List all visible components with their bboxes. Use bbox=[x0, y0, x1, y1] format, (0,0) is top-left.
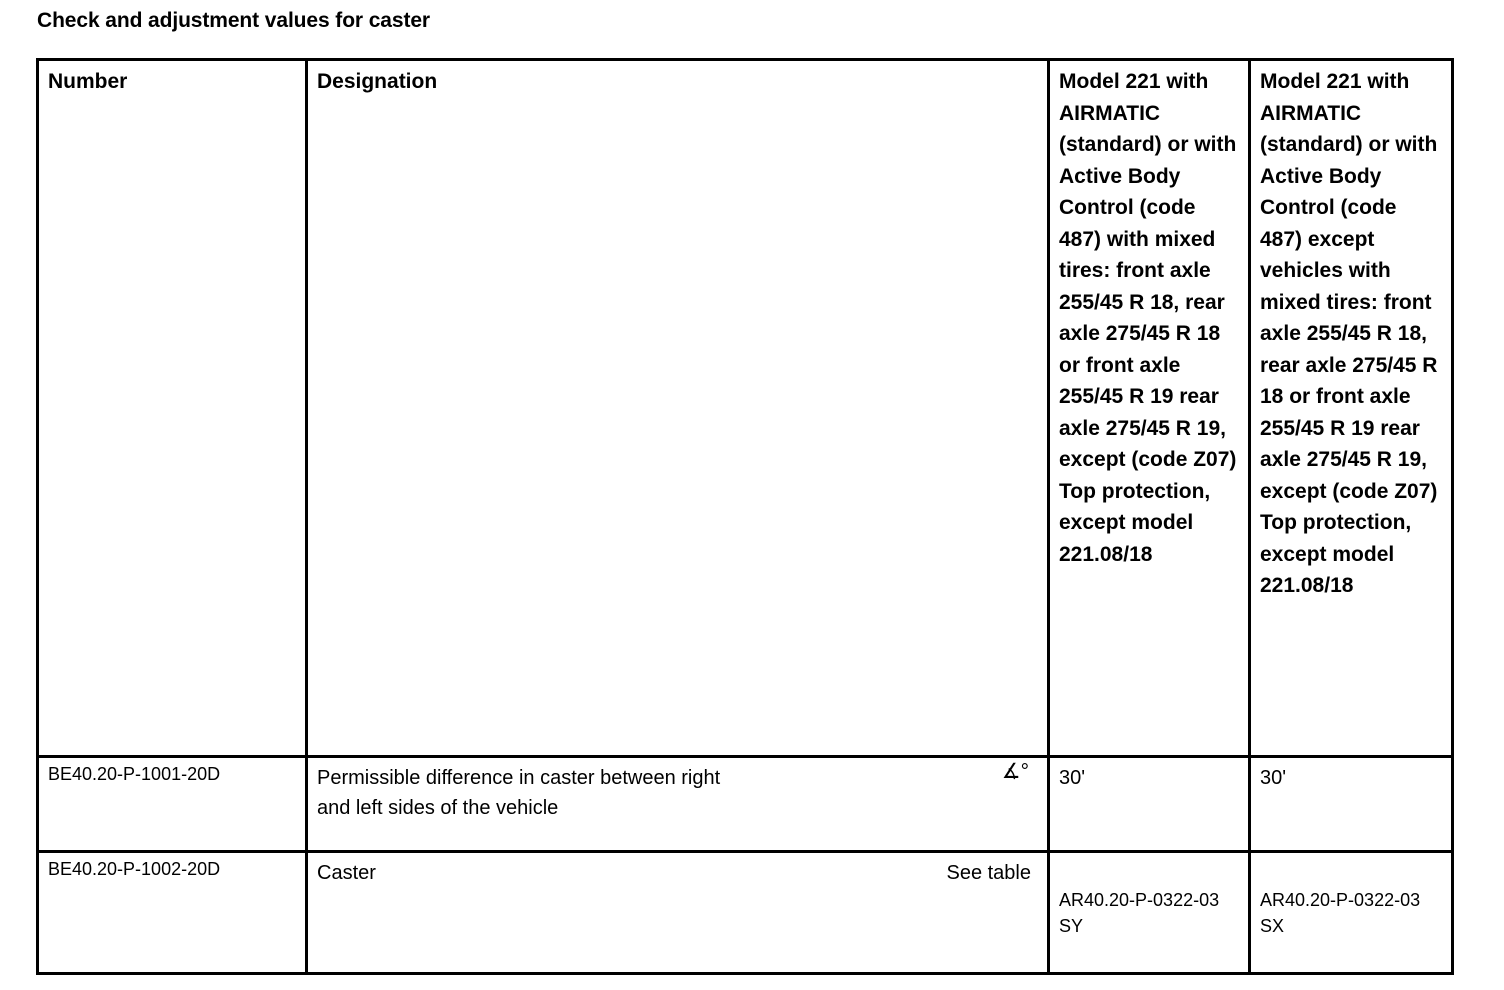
page-title: Check and adjustment values for caster bbox=[37, 9, 431, 32]
cell-model-a-reference bbox=[1049, 852, 1250, 974]
header-number: Number bbox=[38, 60, 307, 757]
cell-model-b-value: 30' bbox=[1250, 757, 1453, 852]
cell-number: BE40.20-P-1002-20D bbox=[38, 852, 307, 974]
header-designation: Designation bbox=[307, 60, 1049, 757]
see-table-note: See table bbox=[946, 862, 1031, 884]
cell-model-a-value: 30' bbox=[1049, 757, 1250, 852]
cell-designation bbox=[307, 757, 1049, 852]
reference-link[interactable]: AR40.20-P-0322-03 bbox=[1260, 890, 1421, 910]
cell-designation bbox=[307, 852, 1049, 974]
reference-suffix: SX bbox=[1260, 916, 1285, 936]
header-model-a: Model 221 with AIRMATIC (standard) or with Active Body Control (code 487) with mixed tires: front axle 255/45 R 18, rear axle 275/45 R 18 or front axle 255/45 R 19 rear axle 275/45 R 19, except (code Z07) Top protection, except model 221.08/18 bbox=[1049, 60, 1250, 757]
table-header-row bbox=[38, 60, 1453, 757]
table-row bbox=[38, 757, 1453, 852]
reference-link[interactable]: AR40.20-P-0322-03 bbox=[1059, 890, 1220, 910]
table-row bbox=[38, 852, 1453, 974]
header-model-b: Model 221 with AIRMATIC (standard) or with Active Body Control (code 487) except vehicles with mixed tires: front axle 255/45 R 18, rear axle 275/45 R 18 or front axle 255/45 R 19 rear axle 275/45 R 19, except (code Z07) Top protection, except model 221.08/18 bbox=[1250, 60, 1453, 757]
cell-model-b-reference bbox=[1250, 852, 1453, 974]
cell-number: BE40.20-P-1001-20D bbox=[38, 757, 307, 852]
caster-values-table bbox=[36, 58, 1454, 975]
angle-degree-icon: ∡° bbox=[1001, 760, 1029, 783]
designation-text: Caster bbox=[317, 862, 376, 884]
designation-text: Permissible difference in caster between right and left sides of the vehicle bbox=[317, 767, 721, 819]
reference-suffix: SY bbox=[1059, 916, 1084, 936]
